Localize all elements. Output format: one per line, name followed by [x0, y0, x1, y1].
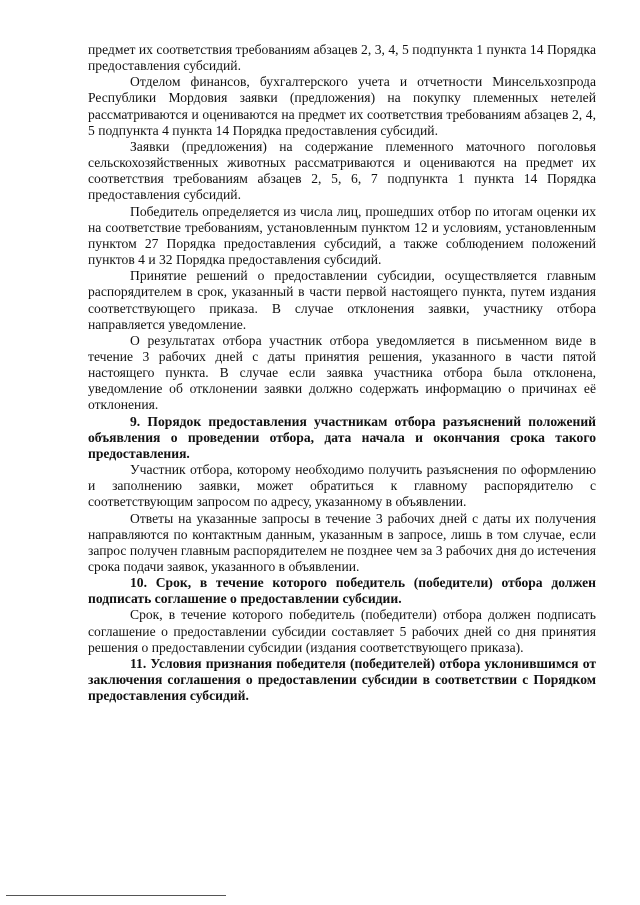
- section-heading-11: 11. Условия признания победителя (победителей) отбора уклонившимся от заключения соглашения о предоставлении субсидии в соответствии с Порядком предоставления субсидий.: [88, 655, 596, 704]
- paragraph-agreement-term: Срок, в течение которого победитель (победители) отбора должен подписать соглашение о предоставлении субсидии составляет 5 рабочих дней со дня принятия решения о предоставлении субсидии (издания соответствующего приказа).: [88, 607, 596, 655]
- paragraph-continuation: предмет их соответствия требованиям абзацев 2, 3, 4, 5 подпункта 1 пункта 14 Порядка предоставления субсидий.: [88, 42, 596, 74]
- footnote-separator-line: [6, 895, 226, 896]
- section-heading-9: 9. Порядок предоставления участникам отбора разъяснений положений объявления о проведении отбора, дата начала и окончания срока такого предоставления.: [88, 413, 596, 461]
- paragraph-notification: О результатах отбора участник отбора уведомляется в письменном виде в течение 3 рабочих дней с даты принятия решения, указанного в части пятой настоящего пункта. В случае если заявка участника отбора была отклонена, уведомление об отклонении заявки должно содержать информацию о причинах её отклонения.: [88, 332, 596, 413]
- paragraph-finance-department: Отделом финансов, бухгалтерского учета и отчетности Минсельхозпрода Республики Мордовия заявки (предложения) на покупку племенных нетелей рассматриваются и оцениваются на предмет их соответствия требованиям абзацев 2, 4, 5 подпункта 4 пункта 14 Порядка предоставления субсидий.: [88, 74, 596, 138]
- section-heading-10: 10. Срок, в течение которого победитель (победители) отбора должен подписать соглашение о предоставлении субсидии.: [88, 575, 596, 607]
- document-body: [88, 42, 596, 704]
- paragraph-clarification-response: Ответы на указанные запросы в течение 3 рабочих дней с даты их получения направляются по контактным данным, указанным в запросе, лишь в том случае, если запрос получен главным распорядителем не позднее чем за 3 рабочих дня до истечения срока подачи заявок, указанного в объявлении.: [88, 510, 596, 574]
- paragraph-decision-making: Принятие решений о предоставлении субсидии, осуществляется главным распорядителем в срок, указанный в части первой настоящего пункта, путем издания соответствующего приказа. В случае отклонения заявки, участнику отбора направляется уведомление.: [88, 268, 596, 332]
- paragraph-livestock-applications: Заявки (предложения) на содержание племенного маточного поголовья сельскохозяйственных животных рассматриваются и оцениваются на предмет их соответствия требованиям абзацев 2, 5, 6, 7 подпункта 1 пункта 14 Порядка предоставления субсидий.: [88, 138, 596, 203]
- paragraph-winner-determination: Победитель определяется из числа лиц, прошедших отбор по итогам оценки их на соответствие требованиям, установленным пунктом 12 и условиям, установленным пунктом 27 Порядка предоставления субсидий, а также соблюдением положений пунктов 4 и 32 Порядка предоставления субсидий.: [88, 203, 596, 268]
- paragraph-clarification-request: Участник отбора, которому необходимо получить разъяснения по оформлению и заполнению заявки, может обратиться к главному распорядителю с соответствующим запросом по адресу, указанному в объявлении.: [88, 462, 596, 510]
